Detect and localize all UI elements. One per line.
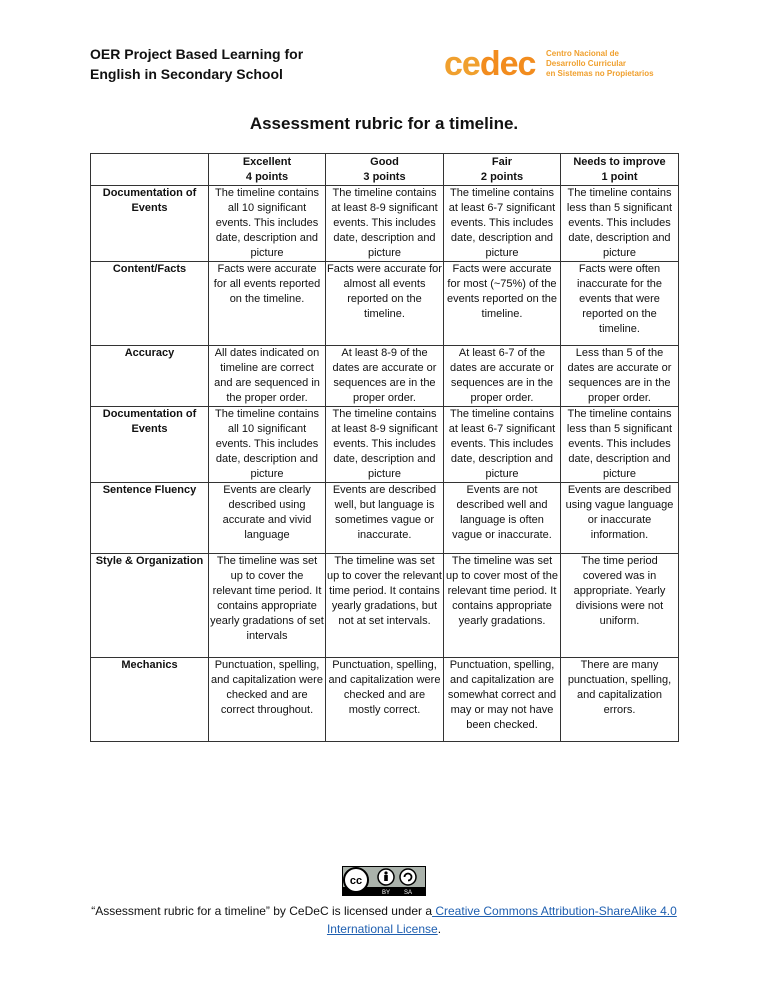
- rubric-row-mechanics: [91, 658, 679, 742]
- rubric-cell: Events are clearly described using accurate and vivid language: [209, 483, 326, 554]
- column-header-excellent: [209, 154, 326, 186]
- rubric-cell: Facts were accurate for almost all events reported on the timeline.: [326, 262, 444, 346]
- rubric-cell: The timeline contains at least 8-9 significant events. This includes date, description and picture: [326, 407, 444, 483]
- cc-by-sa-badge: [342, 866, 426, 896]
- rubric-cell: The time period covered was in appropriate. Yearly divisions were not uniform.: [561, 554, 679, 658]
- logo-caption: [546, 49, 654, 79]
- rubric-cell: At least 6-7 of the dates are accurate or sequences are in the proper order.: [444, 346, 561, 407]
- license-suffix: .: [437, 922, 442, 936]
- rubric-cell: There are many punctuation, spelling, and capitalization errors.: [561, 658, 679, 742]
- sa-icon: [400, 869, 416, 885]
- rubric-row-accuracy: [91, 346, 679, 407]
- by-label: BY: [381, 890, 391, 896]
- rubric-row-documentation-of-events: [91, 186, 679, 262]
- license-text: “Assessment rubric for a timeline” by CeDeC is licensed under a: [91, 904, 433, 918]
- rubric-cell: The timeline contains all 10 significant events. This includes date, description and picture: [209, 407, 326, 483]
- rubric-row-content-facts: [91, 262, 679, 346]
- rubric-cell: Facts were accurate for all events reported on the timeline.: [209, 262, 326, 346]
- column-header-fair: [444, 154, 561, 186]
- criterion-cell: Content/Facts: [91, 262, 209, 346]
- rubric-cell: Punctuation, spelling, and capitalization were checked and are correct throughout.: [209, 658, 326, 742]
- rubric-row-documentation-of-events-2: [91, 407, 679, 483]
- column-label: Fair: [491, 156, 513, 168]
- cedec-logo: [444, 44, 674, 84]
- column-label: Good: [370, 156, 399, 168]
- header-blank-cell: [91, 154, 209, 186]
- license-footer: [90, 902, 678, 938]
- rubric-cell: Facts were accurate for most (~75%) of the events reported on the timeline.: [444, 262, 561, 346]
- column-points: 2 points: [480, 171, 524, 183]
- criterion-cell: Sentence Fluency: [91, 483, 209, 554]
- rubric-cell: The timeline contains all 10 significant events. This includes date, description and picture: [209, 186, 326, 262]
- rubric-cell: The timeline was set up to cover most of the relevant time period. It contains appropriate yearly gradations.: [444, 554, 561, 658]
- rubric-cell: Facts were often inaccurate for the events that were reported on the timeline.: [561, 262, 679, 346]
- column-label: Excellent: [242, 156, 292, 168]
- column-points: 3 points: [363, 171, 406, 183]
- document-header: [90, 44, 303, 84]
- column-header-good: [326, 154, 444, 186]
- logo-word-ce: ce: [444, 45, 480, 83]
- criterion-cell: Mechanics: [91, 658, 209, 742]
- criterion-cell: Accuracy: [91, 346, 209, 407]
- rubric-cell: Punctuation, spelling, and capitalization are somewhat correct and may or may not have been checked.: [444, 658, 561, 742]
- rubric-table: [90, 153, 679, 742]
- header-line-2: English in Secondary School: [90, 66, 283, 82]
- license-link[interactable]: Creative Commons Attribution-ShareAlike 4.0 International License: [326, 904, 677, 936]
- sa-label: SA: [403, 890, 413, 896]
- logo-caption-line-2: Desarrollo Curricular: [546, 59, 627, 68]
- logo-caption-line-1: Centro Nacional de: [546, 49, 619, 58]
- rubric-cell: The timeline contains less than 5 significant events. This includes date, description and picture: [561, 186, 679, 262]
- rubric-cell: The timeline contains at least 6-7 significant events. This includes date, description and picture: [444, 407, 561, 483]
- criterion-cell: Documentation of Events: [91, 407, 209, 483]
- rubric-cell: All dates indicated on timeline are correct and are sequenced in the proper order.: [209, 346, 326, 407]
- header-line-1: OER Project Based Learning for: [90, 46, 304, 62]
- rubric-cell: The timeline contains at least 6-7 significant events. This includes date, description and picture: [444, 186, 561, 262]
- logo-wordmark: [444, 44, 535, 84]
- rubric-cell: Events are not described well and language is often vague or inaccurate.: [444, 483, 561, 554]
- rubric-row-style-organization: [91, 554, 679, 658]
- logo-caption-line-3: en Sistemas no Propietarios: [546, 69, 654, 78]
- rubric-row-sentence-fluency: [91, 483, 679, 554]
- rubric-cell: At least 8-9 of the dates are accurate or sequences are in the proper order.: [326, 346, 444, 407]
- rubric-cell: The timeline contains less than 5 significant events. This includes date, description and picture: [561, 407, 679, 483]
- criterion-cell: Style & Organization: [91, 554, 209, 658]
- rubric-cell: The timeline contains at least 8-9 significant events. This includes date, description and picture: [326, 186, 444, 262]
- column-label: Needs to improve: [573, 156, 666, 168]
- page-title: Assessment rubric for a timeline.: [249, 114, 519, 133]
- cc-icon-text: cc: [349, 875, 363, 887]
- logo-word-dec: dec: [479, 45, 536, 83]
- column-header-needs-to-improve: [561, 154, 679, 186]
- criterion-cell: Documentation of Events: [91, 186, 209, 262]
- rubric-cell: Punctuation, spelling, and capitalization were checked and are mostly correct.: [326, 658, 444, 742]
- rubric-cell: The timeline was set up to cover the relevant time period. It contains yearly gradations, but not at set intervals.: [326, 554, 444, 658]
- rubric-cell: Events are described using vague language or inaccurate information.: [561, 483, 679, 554]
- rubric-cell: The timeline was set up to cover the relevant time period. It contains appropriate yearly gradations of set intervals: [209, 554, 326, 658]
- column-points: 4 points: [245, 171, 289, 183]
- rubric-cell: Less than 5 of the dates are accurate or sequences are in the proper order.: [561, 346, 679, 407]
- rubric-cell: Events are described well, but language is sometimes vague or inaccurate.: [326, 483, 444, 554]
- rubric-header-row: [91, 154, 679, 186]
- column-points: 1 point: [601, 171, 638, 183]
